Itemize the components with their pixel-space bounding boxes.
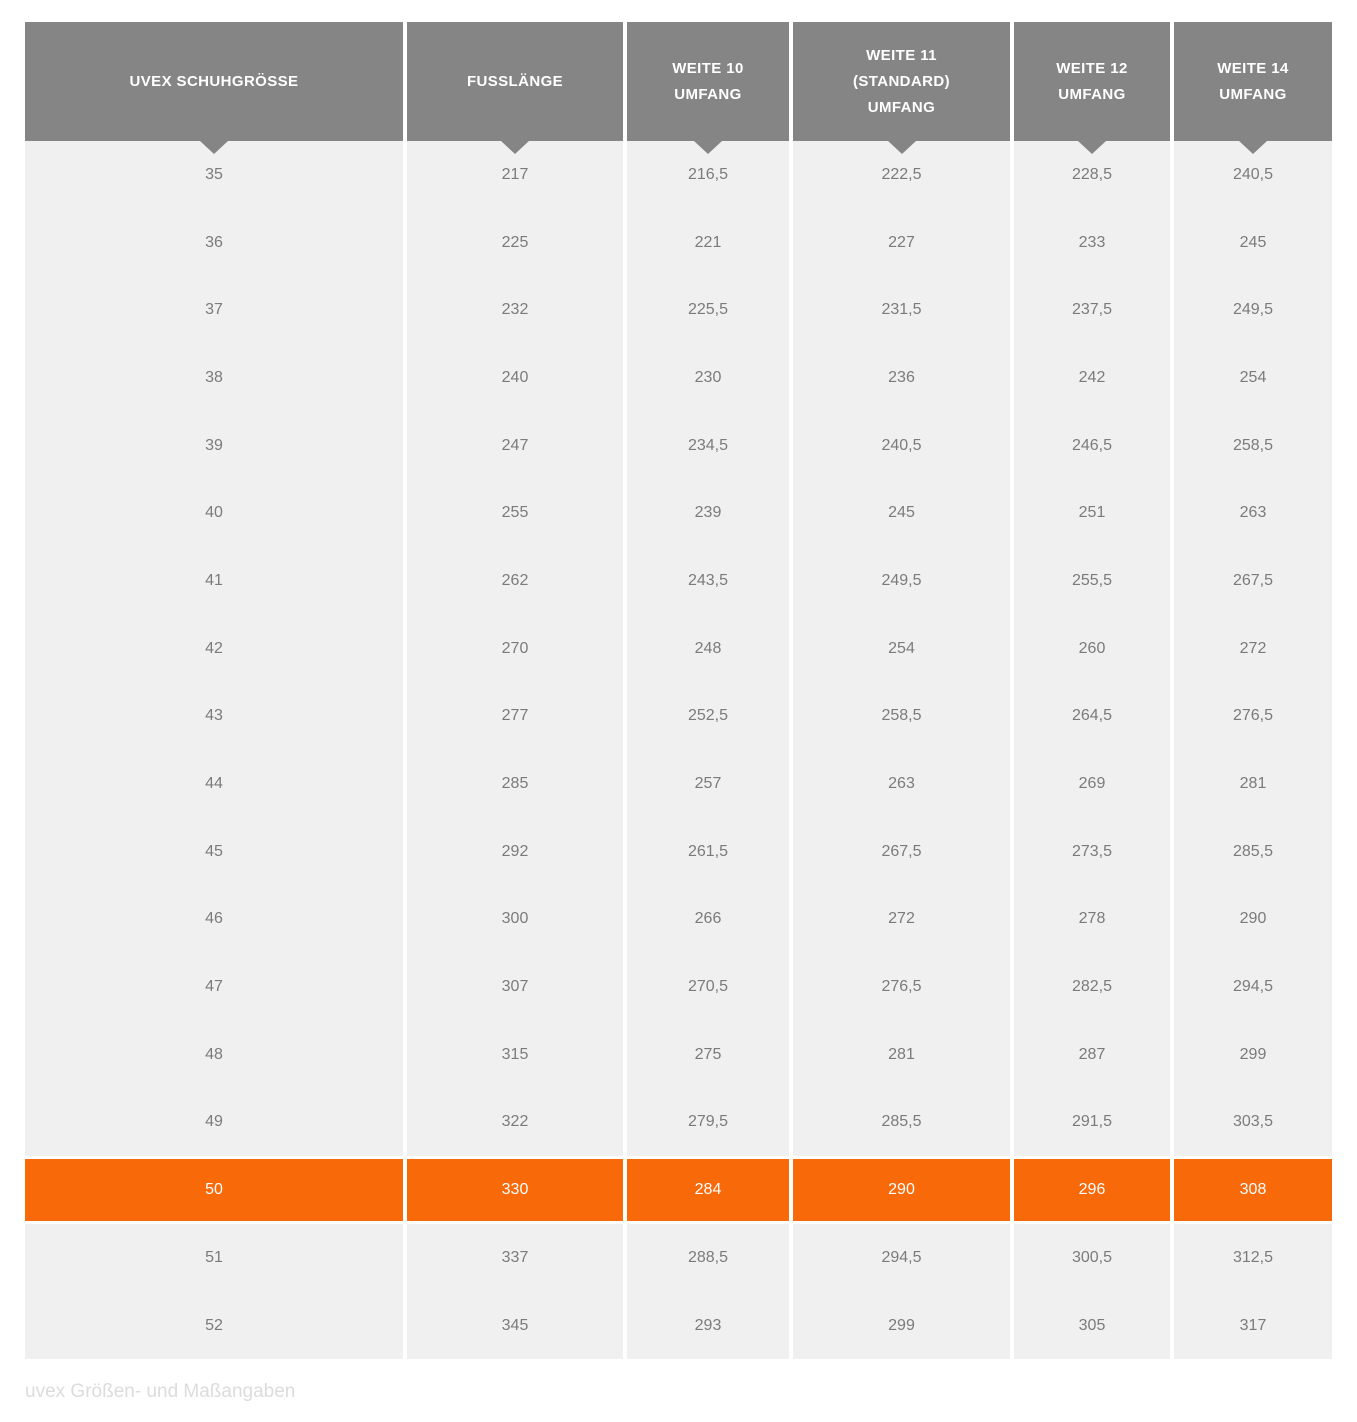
table-cell: 50 [25,1159,403,1221]
table-cell: 245 [1174,209,1332,277]
table-cell: 285,5 [1174,818,1332,886]
column-header-6 [1174,22,1332,141]
table-cell: 299 [1174,1021,1332,1089]
table-cell: 262 [407,547,623,615]
arrow-down-icon [200,141,228,154]
column-header-2 [407,22,623,141]
table-cell: 272 [1174,615,1332,683]
table-cell: 303,5 [1174,1089,1332,1157]
table-cell: 247 [407,412,623,480]
column-header-label: WEITE 14 UMFANG [1217,59,1289,103]
table-cell: 221 [627,209,789,277]
table-row [25,1292,1332,1360]
table-cell: 288,5 [627,1224,789,1292]
table-cell: 273,5 [1014,818,1170,886]
table-cell: 263 [1174,479,1332,547]
table-cell: 260 [1014,615,1170,683]
table-cell: 285 [407,750,623,818]
column-header-1 [25,22,403,141]
table-cell: 317 [1174,1292,1332,1360]
table-cell: 251 [1014,479,1170,547]
table-cell: 44 [25,750,403,818]
table-cell: 252,5 [627,683,789,751]
table-cell: 39 [25,412,403,480]
table-cell: 249,5 [1174,276,1332,344]
arrow-down-icon [1239,141,1267,154]
column-header-label: FUSSLÄNGE [466,72,564,90]
table-cell: 281 [1174,750,1332,818]
table-cell: 43 [25,683,403,751]
table-cell: 42 [25,615,403,683]
table-cell: 263 [793,750,1010,818]
column-header-5 [1014,22,1170,141]
table-cell: 239 [627,479,789,547]
table-cell: 254 [793,615,1010,683]
table-cell: 275 [627,1021,789,1089]
table-cell: 48 [25,1021,403,1089]
table-cell: 228,5 [1014,141,1170,209]
table-cell: 49 [25,1089,403,1157]
table-cell: 41 [25,547,403,615]
table-cell: 52 [25,1292,403,1360]
table-cell: 292 [407,818,623,886]
table-row-highlighted [25,1156,1332,1224]
table-row [25,412,1332,480]
table-cell: 267,5 [793,818,1010,886]
table-cell: 276,5 [793,953,1010,1021]
table-cell: 285,5 [793,1089,1010,1157]
table-cell: 278 [1014,886,1170,954]
table-cell: 281 [793,1021,1010,1089]
table-cell: 37 [25,276,403,344]
table-cell: 279,5 [627,1089,789,1157]
table-row [25,276,1332,344]
table-cell: 36 [25,209,403,277]
table-cell: 305 [1014,1292,1170,1360]
table-cell: 291,5 [1014,1089,1170,1157]
table-cell: 51 [25,1224,403,1292]
table-cell: 255,5 [1014,547,1170,615]
table-cell: 217 [407,141,623,209]
table-cell: 282,5 [1014,953,1170,1021]
table-cell: 277 [407,683,623,751]
arrow-down-icon [694,141,722,154]
table-cell: 232 [407,276,623,344]
table-cell: 307 [407,953,623,1021]
table-cell: 35 [25,141,403,209]
table-cell: 227 [793,209,1010,277]
table-cell: 240,5 [1174,141,1332,209]
table-cell: 245 [793,479,1010,547]
table-cell: 47 [25,953,403,1021]
size-table-header [25,22,1332,141]
table-cell: 287 [1014,1021,1170,1089]
table-cell: 261,5 [627,818,789,886]
table-row [25,683,1332,751]
table-cell: 290 [1174,886,1332,954]
table-cell: 222,5 [793,141,1010,209]
table-cell: 240 [407,344,623,412]
column-header-label: WEITE 10 UMFANG [672,59,744,103]
table-cell: 216,5 [627,141,789,209]
table-row [25,615,1332,683]
column-header-4 [793,22,1010,141]
table-cell: 254 [1174,344,1332,412]
table-cell: 45 [25,818,403,886]
table-cell: 290 [793,1159,1010,1221]
table-cell: 270,5 [627,953,789,1021]
table-cell: 257 [627,750,789,818]
table-cell: 322 [407,1089,623,1157]
table-row [25,344,1332,412]
table-cell: 46 [25,886,403,954]
column-header-label: WEITE 12 UMFANG [1056,59,1128,103]
table-cell: 294,5 [1174,953,1332,1021]
column-header-label: WEITE 11 (STANDARD) UMFANG [852,46,951,116]
table-row [25,479,1332,547]
table-cell: 264,5 [1014,683,1170,751]
table-row [25,1021,1332,1089]
table-cell: 266 [627,886,789,954]
table-row [25,1224,1332,1292]
arrow-down-icon [1078,141,1106,154]
column-header-label: UVEX SCHUHGRÖSSE [129,72,299,90]
table-cell: 38 [25,344,403,412]
table-row [25,209,1332,277]
table-cell: 284 [627,1159,789,1221]
table-row [25,750,1332,818]
table-cell: 248 [627,615,789,683]
table-cell: 225,5 [627,276,789,344]
table-cell: 312,5 [1174,1224,1332,1292]
table-cell: 243,5 [627,547,789,615]
table-cell: 300 [407,886,623,954]
table-cell: 231,5 [793,276,1010,344]
table-cell: 246,5 [1014,412,1170,480]
table-row [25,818,1332,886]
table-cell: 255 [407,479,623,547]
table-cell: 258,5 [793,683,1010,751]
size-table-body [25,141,1332,1359]
table-cell: 249,5 [793,547,1010,615]
table-cell: 270 [407,615,623,683]
table-cell: 242 [1014,344,1170,412]
table-cell: 293 [627,1292,789,1360]
table-cell: 294,5 [793,1224,1010,1292]
table-row [25,1089,1332,1157]
table-cell: 300,5 [1014,1224,1170,1292]
table-cell: 237,5 [1014,276,1170,344]
column-header-3 [627,22,789,141]
arrow-down-icon [888,141,916,154]
table-cell: 345 [407,1292,623,1360]
table-cell: 276,5 [1174,683,1332,751]
table-cell: 234,5 [627,412,789,480]
table-cell: 230 [627,344,789,412]
table-cell: 40 [25,479,403,547]
table-cell: 330 [407,1159,623,1221]
table-cell: 308 [1174,1159,1332,1221]
table-cell: 240,5 [793,412,1010,480]
table-cell: 225 [407,209,623,277]
table-cell: 296 [1014,1159,1170,1221]
table-cell: 267,5 [1174,547,1332,615]
table-cell: 258,5 [1174,412,1332,480]
table-cell: 233 [1014,209,1170,277]
table-caption: uvex Größen- und Maßangaben [25,1381,296,1403]
table-cell: 299 [793,1292,1010,1360]
table-cell: 269 [1014,750,1170,818]
arrow-down-icon [501,141,529,154]
table-row [25,547,1332,615]
table-row [25,886,1332,954]
table-cell: 272 [793,886,1010,954]
table-cell: 315 [407,1021,623,1089]
table-cell: 337 [407,1224,623,1292]
table-cell: 236 [793,344,1010,412]
table-row [25,953,1332,1021]
